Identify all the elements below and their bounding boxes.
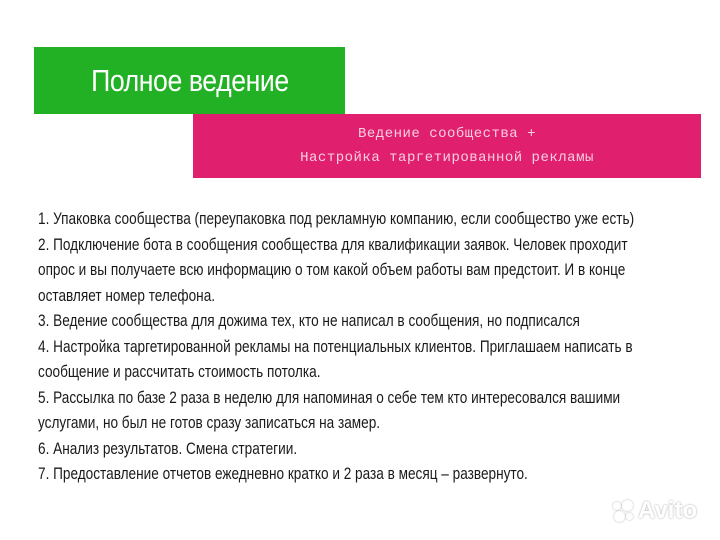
list-item: 3. Ведение сообщества для дожима тех, кто не написал в сообщения, но подписался — [38, 311, 580, 330]
list-item: оставляет номер телефона. — [38, 285, 216, 305]
subtitle-line-2: Настройка таргетированной рекламы — [300, 150, 594, 166]
avito-dots-icon — [613, 500, 635, 522]
list-item: 4. Настройка таргетированной рекламы на потенциальных клиентов. Приглашаем написать в — [38, 336, 633, 356]
avito-watermark — [613, 497, 697, 525]
page-title: Полное ведение — [90, 62, 289, 98]
watermark-text: Avito — [638, 497, 698, 524]
subtitle-banner — [193, 114, 701, 178]
subtitle-line-1: Ведение сообщества + — [357, 126, 537, 142]
list-item: 5. Рассылка по базе 2 раза в неделю для напоминая о себе тем кто интересовался вашими — [38, 387, 621, 407]
list-item: сообщение и рассчитать стоимость потолка. — [38, 362, 321, 381]
title-banner — [34, 47, 345, 114]
list-item: 1. Упаковка сообщества (переупаковка под рекламную компанию, если сообщество уже есть) — [38, 209, 635, 228]
service-list — [38, 206, 698, 487]
list-item: 7. Предоставление отчетов ежедневно кратко и 2 раза в месяц – развернуто. — [38, 464, 528, 483]
list-item: опрос и вы получаете всю информацию о том какой объем работы вам предстоит. И в конце — [38, 260, 626, 279]
list-item: 6. Анализ результатов. Смена стратегии. — [38, 438, 298, 458]
list-item: услугами, но был не готов сразу записаться на замер. — [38, 413, 381, 432]
list-item: 2. Подключение бота в сообщения сообщества для квалификации заявок. Человек проходит — [38, 234, 628, 254]
